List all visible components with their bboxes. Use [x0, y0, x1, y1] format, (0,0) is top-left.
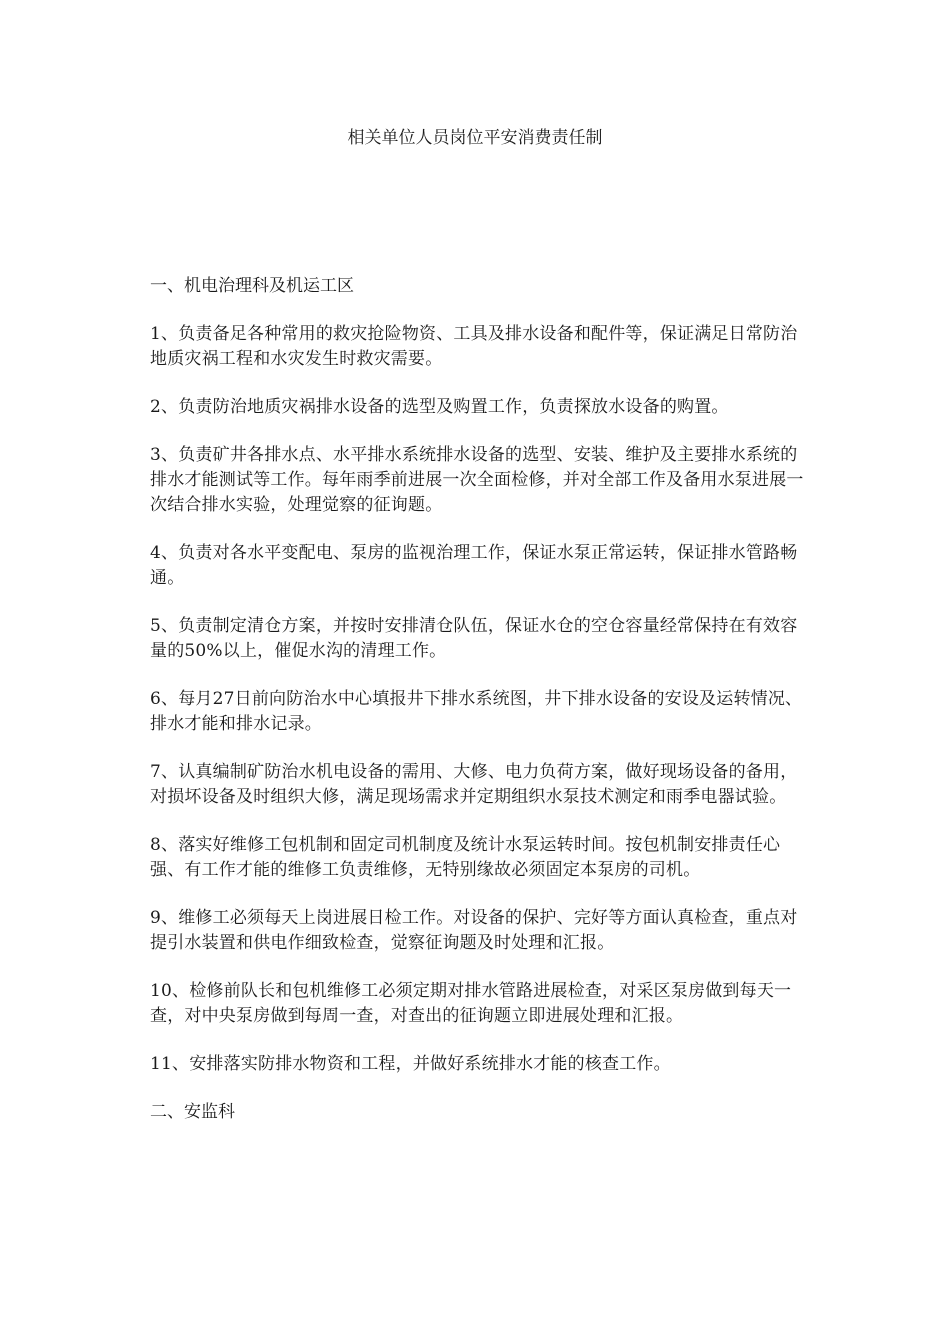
list-item: 3、负责矿井各排水点、水平排水系统排水设备的选型、安装、维护及主要排水系统的排水才能测试等工作。每年雨季前进展一次全面检修，并对全部工作及备用水泵进展一次结合排水实验，处理觉察的征询题。	[150, 445, 804, 515]
document-body	[150, 274, 805, 1148]
list-item: 11、安排落实防排水物资和工程，并做好系统排水才能的核查工作。	[150, 1054, 671, 1074]
list-item: 4、负责对各水平变配电、泵房的监视治理工作，保证水泵正常运转，保证排水管路畅通。	[150, 543, 798, 588]
list-item: 2、负责防治地质灾祸排水设备的选型及购置工作，负责探放水设备的购置。	[150, 397, 729, 417]
list-item: 10、检修前队长和包机维修工必须定期对排水管路进展检查，对采区泵房做到每天一查，对中央泵房做到每周一查，对查出的征询题立即进展处理和汇报。	[150, 981, 792, 1026]
section-heading-1: 一、机电治理科及机运工区	[150, 276, 354, 296]
list-item: 6、每月27日前向防治水中心填报井下排水系统图，井下排水设备的安设及运转情况、排水才能和排水记录。	[150, 689, 803, 734]
list-item: 9、维修工必须每天上岗进展日检工作。对设备的保护、完好等方面认真检查，重点对提引水装置和供电作细致检查，觉察征询题及时处理和汇报。	[150, 908, 798, 953]
document-title: 相关单位人员岗位平安消费责任制	[347, 128, 603, 148]
section-heading-2: 二、安监科	[150, 1102, 235, 1122]
list-item: 5、负责制定清仓方案，并按时安排清仓队伍，保证水仓的空仓容量经常保持在有效容量的50%以上，催促水沟的清理工作。	[150, 616, 798, 661]
list-item: 1、负责备足各种常用的救灾抢险物资、工具及排水设备和配件等，保证满足日常防治地质灾祸工程和水灾发生时救灾需要。	[150, 324, 798, 369]
list-item: 7、认真编制矿防治水机电设备的需用、大修、电力负荷方案，做好现场设备的备用，对损坏设备及时组织大修，满足现场需求并定期组织水泵技术测定和雨季电器试验。	[150, 762, 798, 807]
list-item: 8、落实好维修工包机制和固定司机制度及统计水泵运转时间。按包机制安排责任心强、有工作才能的维修工负责维修，无特别缘故必须固定本泵房的司机。	[150, 835, 781, 880]
